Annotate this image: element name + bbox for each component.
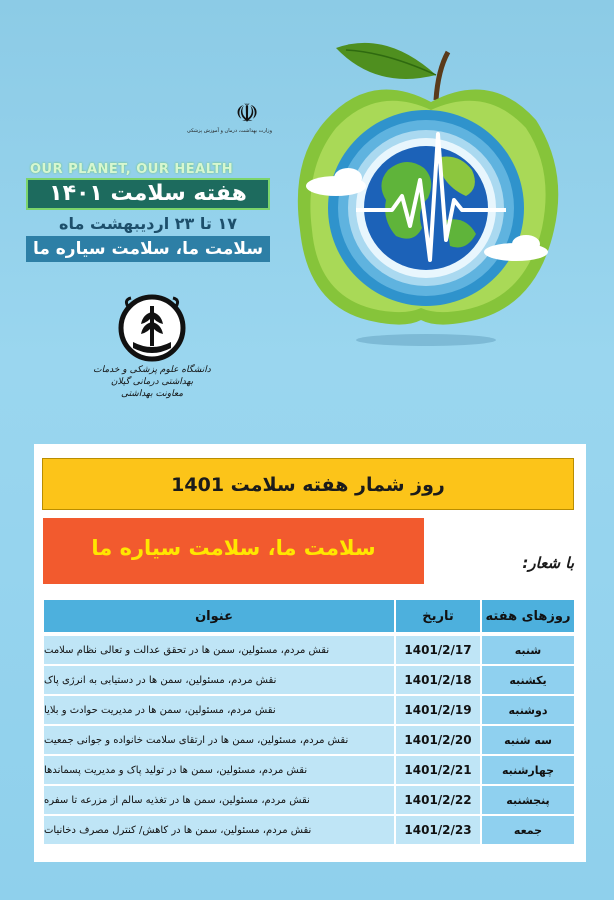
- row-day: چهارشنبه: [482, 756, 574, 784]
- table-row: [44, 726, 574, 754]
- table-row: [44, 786, 574, 814]
- apple-globe-icon: [296, 30, 566, 350]
- schedule-table: [44, 600, 574, 846]
- table-row: [44, 816, 574, 844]
- row-day: پنجشنبه: [482, 786, 574, 814]
- header-date: تاریخ: [396, 600, 480, 632]
- row-date: 1401/2/17: [396, 636, 480, 664]
- row-date: 1401/2/19: [396, 696, 480, 724]
- row-day: یکشنبه: [482, 666, 574, 694]
- table-row: [44, 636, 574, 664]
- row-title: نقش مردم، مسئولین، سمن ها در ارتقای سلامت خانواده و جوانی جمعیت: [44, 726, 394, 754]
- row-day: شنبه: [482, 636, 574, 664]
- row-date: 1401/2/21: [396, 756, 480, 784]
- row-title: نقش مردم، مسئولین، سمن ها در تحقق عدالت و تعالی نظام سلامت: [44, 636, 394, 664]
- planet-slogan: OUR PLANET, OUR HEALTH: [30, 162, 234, 177]
- row-day: جمعه: [482, 816, 574, 844]
- row-date: 1401/2/22: [396, 786, 480, 814]
- header-day: روزهای هفته: [482, 600, 574, 632]
- header-title: عنوان: [44, 600, 394, 632]
- university-logo: [82, 294, 222, 414]
- row-day: سه شنبه: [482, 726, 574, 754]
- slogan-label: با شعار:: [522, 554, 574, 572]
- emblem-icon: ☫: [235, 99, 259, 129]
- banner-slogan: سلامت ما، سلامت سیاره ما: [26, 236, 270, 262]
- apple-globe-illustration: [296, 30, 566, 350]
- university-name: دانشگاه علوم پزشکی و خدمات بهداشتی درمانی گیلان: [93, 365, 211, 387]
- table-header-row: [44, 600, 574, 632]
- slogan-highlight: سلامت ما، سلامت سیاره ما: [43, 518, 424, 584]
- emblem-caption: وزارت بهداشت، درمان و آموزش پزشکی: [186, 128, 272, 134]
- row-day: دوشنبه: [482, 696, 574, 724]
- week-title: هفته سلامت ۱۴۰۱: [26, 178, 270, 210]
- table-row: [44, 756, 574, 784]
- row-title: نقش مردم، مسئولین، سمن ها در کاهش/ کنترل مصرف دخانیات: [44, 816, 394, 844]
- row-title: نقش مردم، مسئولین، سمن ها در مدیریت حوادث و بلایا: [44, 696, 394, 724]
- table-row: [44, 666, 574, 694]
- university-department: معاونت بهداشتی: [120, 389, 184, 399]
- schedule-card: [34, 444, 586, 862]
- table-row: [44, 696, 574, 724]
- row-date: 1401/2/18: [396, 666, 480, 694]
- row-date: 1401/2/20: [396, 726, 480, 754]
- row-date: 1401/2/23: [396, 816, 480, 844]
- row-title: نقش مردم، مسئولین، سمن ها در تغذیه سالم از مزرعه تا سفره: [44, 786, 394, 814]
- row-title: نقش مردم، مسئولین، سمن ها در دستیابی به انرژی پاک: [44, 666, 394, 694]
- week-dates: ۱۷ تا ۲۳ اردیبهشت ماه: [59, 214, 237, 233]
- health-week-banner: [26, 162, 272, 262]
- row-title: نقش مردم، مسئولین، سمن ها در تولید پاک و مدیریت پسماندها: [44, 756, 394, 784]
- government-emblem: [186, 99, 272, 156]
- countdown-title: روز شمار هفته سلامت 1401: [42, 458, 574, 510]
- university-emblem-icon: [117, 294, 187, 362]
